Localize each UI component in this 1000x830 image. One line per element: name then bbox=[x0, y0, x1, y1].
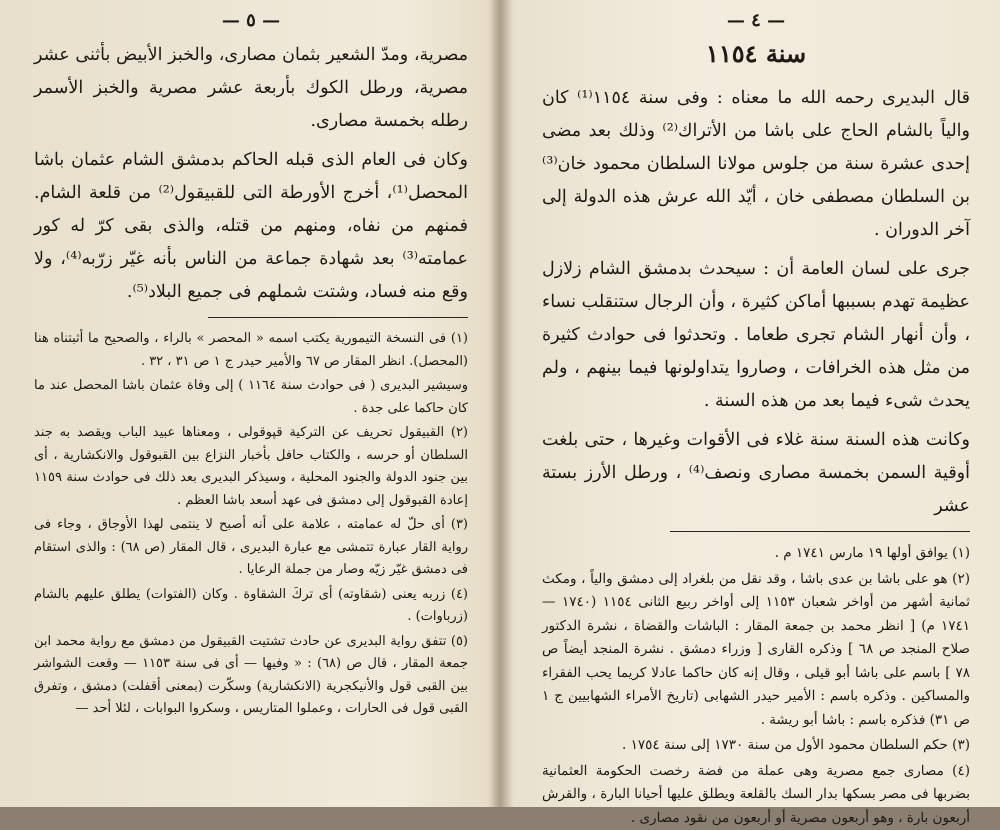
left-page bbox=[0, 0, 500, 807]
right-page bbox=[500, 0, 1000, 807]
footnote: (٣) حكم السلطان محمود الأول من سنة ١٧٣٠ إلى سنة ١٧٥٤ . bbox=[542, 734, 970, 758]
footnote: وسيشير البديرى ( فى حوادث سنة ١١٦٤ ) إلى وفاة عثمان باشا المحصل عند ما كان حاكما على جدة . bbox=[34, 375, 468, 420]
footnotes bbox=[542, 542, 970, 830]
footnote: (٥) تتفق رواية البديرى عن حادث تشتيت القبيقول من دمشق مع رواية محمد ابن جمعة المقار ، قال ص (٦٨) : « وفيها — أى فى سنة ١١٥٣ — وقعت الشواشر بين القبى قول والأنيكجرية (الانكشارية) وسكّرت (بمعنى أقفلت) دمشق ، وتفرق القبى قول فى الحارات ، وعملوا المتاريس ، وسكروا البوابات ، لئلا أحد — bbox=[34, 631, 468, 721]
page-number: — ٤ — bbox=[542, 10, 970, 31]
main-text bbox=[542, 82, 970, 523]
paragraph: جرى على لسان العامة أن : سيحدث بدمشق الشام زلازل عظيمة تهدم بسببها أماكن كثيرة ، وأن الرجال ستنقلب نساء ، وأن أنهار الشام تجرى طعاما . وتحدثوا فى حوادث كثيرة من مثل هذه الخرافات ، وصاروا يتداولونها فيما بينهم ، ولم يحدث شىء فيما بعد من هذه السنة . bbox=[542, 253, 970, 418]
footnote-divider bbox=[670, 531, 970, 532]
paragraph: مصرية، ومدّ الشعير بثمان مصارى، والخبز الأبيض بأثنى عشر مصرية، ورطل الكوك بأربعة عشر مصرية والخبز الأسمر رطله بخمسة مصارى. bbox=[34, 39, 468, 138]
footnote: (٤) زربه يعنى (شقاوته) أى تركَ الشقاوة . وكان (الفتوات) يطلق عليهم بالشام (زرباوات) . bbox=[34, 584, 468, 629]
main-text bbox=[34, 39, 468, 309]
page-number: — ٥ — bbox=[34, 10, 468, 31]
footnote: (١) فى النسخة التيمورية يكتب اسمه « المحصر » بالراء ، والصحيح ما أثبتناه هنا (المحصل). انظر المقار ص ٦٧ والأمير حيدر ج ١ ص ٣١ ، ٣٢ . bbox=[34, 328, 468, 373]
footnote: (٢) هو على باشا بن عدى باشا ، وقد نقل من بلغراد إلى دمشق والياً ، ومكث ثمانية أشهر من أواخر شعبان ١١٥٣ إلى أواخر ربيع الثانى ١١٥٤ (١٧٤٠ — ١٧٤١ م) [ انظر محمد بن جمعة المقار : الباشات والقضاة ، نشرة الدكتور صلاح المنجد ص ٦٨ ] وذكره القارى [ وزراء دمشق . نشرة المنجد أيضاً ص ٧٨ ] باسم على باشا أبو قيلى ، وقال إنه كان حاكما عادلا كريما يحب الفقراء والمساكين . وذكره باسم : الأمير حيدر الشهابى (تاريخ الأمراء الشهابيين ج ١ ص ٣١) فذكره باسم : باشا أبو ريشة . bbox=[542, 568, 970, 733]
paragraph: وكان فى العام الذى قبله الحاكم بدمشق الشام عثمان باشا المحصل⁽¹⁾، أخرج الأورطة التى للقبيقول⁽²⁾ من قلعة الشام. فمنهم من نفاه، ومنهم من قتله، والذى بقى كرّ له كور عمامته⁽³⁾ بعد شهادة جماعة من الناس بأنه غيّر زرّبه⁽⁴⁾، ولا وقع منه فساد، وشتت شملهم فى جميع البلاد⁽⁵⁾. bbox=[34, 144, 468, 309]
footnote: (٤) مصارى جمع مصرية وهى عملة من فضة رخصت الحكومة العثمانية بضربها فى مصر بسكها بدار السك بالقلعة ويطلق عليها أحيانا البارة ، والقرش أربعون بارة ، وهو أربعون مصرية أو أربعون من نقود مصارى . bbox=[542, 760, 970, 830]
paragraph: قال البديرى رحمه الله ما معناه : وفى سنة ١١٥٤⁽¹⁾ كان والياً بالشام الحاج على باشا من الأتراك⁽²⁾ وذلك بعد مضى إحدى عشرة سنة من جلوس مولانا السلطان محمود خان⁽³⁾ بن السلطان مصطفى خان ، أيّد الله عرش هذه الدولة إلى آخر الدوران . bbox=[542, 82, 970, 247]
paragraph: وكانت هذه السنة سنة غلاء فى الأقوات وغيرها ، حتى بلغت أوقية السمن بخمسة مصارى ونصف⁽⁴⁾ ، ورطل الأرز بستة عشر bbox=[542, 424, 970, 523]
year-heading: سنة ١١٥٤ bbox=[542, 39, 970, 68]
footnote: (٣) أى حلّ له عمامته ، علامة على أنه أصبح لا ينتمى لهذا الأوجاق ، وجاء فى رواية القار عبارة تتمشى مع عبارة البديرى ، قال المقار (ص ٦٨) : والذى استقام فى دمشق غيّر زيّه وصار من جملة الرعايا . bbox=[34, 514, 468, 582]
footnote: (١) يوافق أولها ١٩ مارس ١٧٤١ م . bbox=[542, 542, 970, 566]
footnote-divider bbox=[208, 317, 468, 318]
footnote: (٢) القبيقول تحريف عن التركية قپوقولى ، ومعناها عبيد الباب ويقصد به جند السلطان أو حرسه ، والكتاب حافل بأخبار النزاع بين القبوقول والانكشارية ، أى بين جنود الدولة والجنود المحلية ، وسيذكر البديرى بعد ذلك فى حوادث سنة ١١٥٩ إعادة القبوقول إلى دمشق فى عهد أسعد باشا العظم . bbox=[34, 422, 468, 512]
footnotes bbox=[34, 328, 468, 721]
